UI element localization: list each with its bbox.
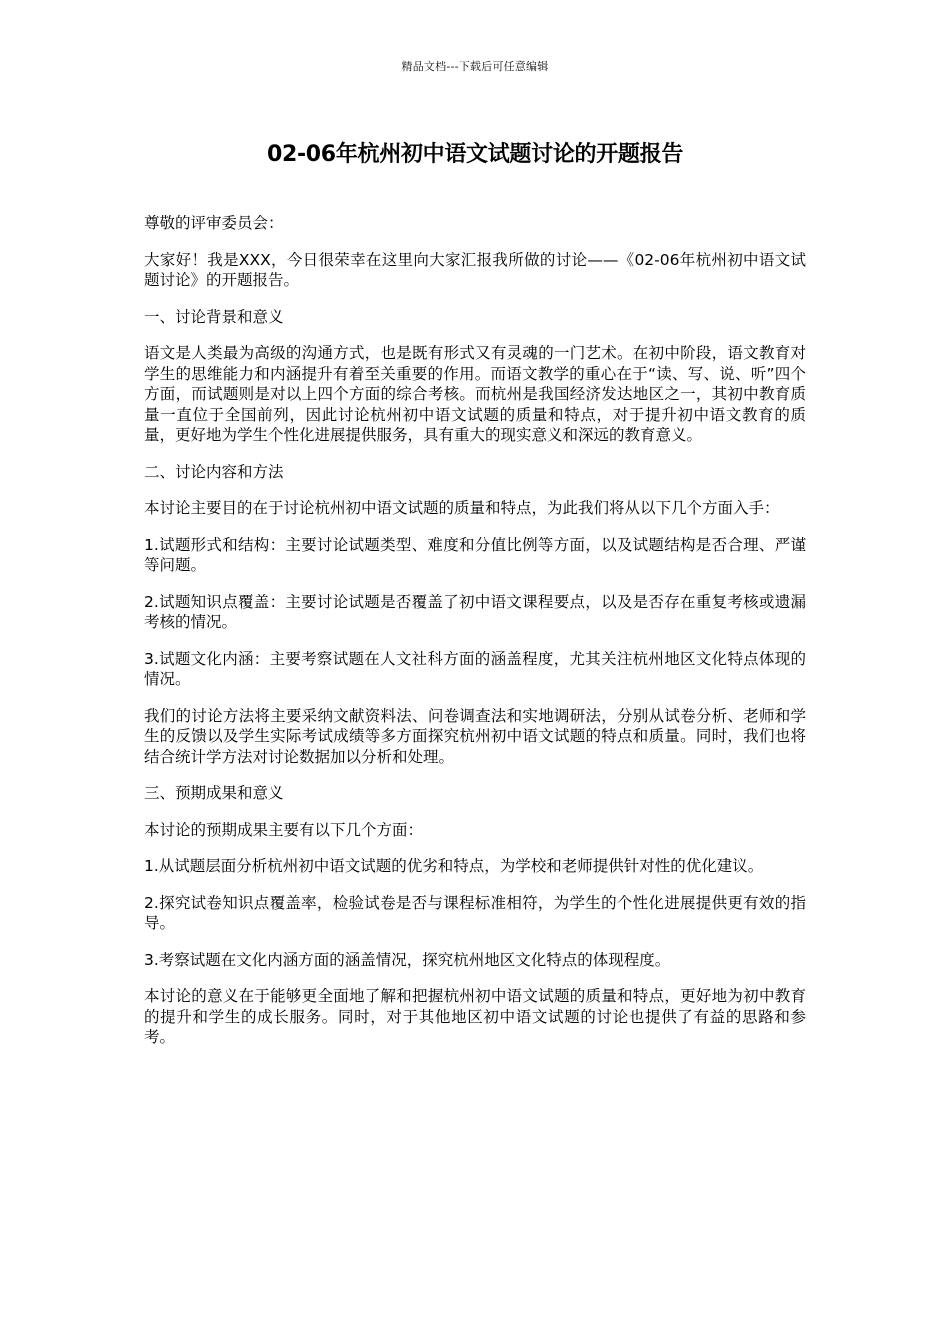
list-item: 1.从试题层面分析杭州初中语文试题的优劣和特点，为学校和老师提供针对性的优化建议。 [144,857,764,875]
paragraph: 本讨论主要目的在于讨论杭州初中语文试题的质量和特点，为此我们将从以下几个方面入手： [144,499,780,517]
paragraph: 我们的讨论方法将主要采纳文献资料法、问卷调查法和实地调研法，分别从试卷分析、老师和学生的反馈以及学生实际考试成绩等多方面探究杭州初中语文试题的特点和质量。同时，我们也将结合统计学方法对讨论数据加以分析和处理。 [144,706,806,766]
paragraph: 本讨论的意义在于能够更全面地了解和把握杭州初中语文试题的质量和特点，更好地为初中教育的提升和学生的成长服务。同时，对于其他地区初中语文试题的讨论也提供了有益的思路和参考。 [144,987,806,1046]
section-heading: 三、预期成果和意义 [144,784,284,802]
paragraph: 语文是人类最为高级的沟通方式，也是既有形式又有灵魂的一门艺术。在初中阶段，语文教育对学生的思维能力和内涵提升有着至关重要的作用。而语文教学的重心在于“读、写、说、听”四个方面，而试题则是对以上四个方面的综合考核。而杭州是我国经济发达地区之一，其初中教育质量一直位于全国前列，因此讨论杭州初中语文试题的质量和特点，对于提升初中语文教育的质量，更好地为学生个性化进展提供服务，具有重大的现实意义和深远的教育意义。 [144,344,806,444]
document-title: 02-06年杭州初中语文试题讨论的开题报告 [266,142,684,167]
salutation: 尊敬的评审委员会： [144,214,284,232]
section-heading: 二、讨论内容和方法 [144,462,284,481]
list-item: 2.试题知识点覆盖：主要讨论试题是否覆盖了初中语文课程要点，以及是否存在重复考核或遗漏考核的情况。 [144,592,806,631]
list-item: 2.探究试卷知识点覆盖率，检验试卷是否与课程标准相符，为学生的个性化进展提供更有效的指导。 [144,893,806,932]
paragraph: 本讨论的预期成果主要有以下几个方面： [144,820,424,839]
list-item: 3.考察试题在文化内涵方面的涵盖情况，探究杭州地区文化特点的体现程度。 [144,950,671,969]
paragraph: 大家好！我是XXX，今日很荣幸在这里向大家汇报我所做的讨论——《02-06年杭州初中语文试题讨论》的开题报告。 [144,250,806,289]
list-item: 3.试题文化内涵：主要考察试题在人文社科方面的涵盖程度，尤其关注杭州地区文化特点体现的情况。 [144,649,806,688]
section-heading: 一、讨论背景和意义 [144,307,284,326]
list-item: 1.试题形式和结构：主要讨论试题类型、难度和分值比例等方面，以及试题结构是否合理、严谨等问题。 [144,535,806,574]
page-header: 精品文档---下载后可任意编辑 [401,60,549,73]
document-body [144,213,806,1064]
